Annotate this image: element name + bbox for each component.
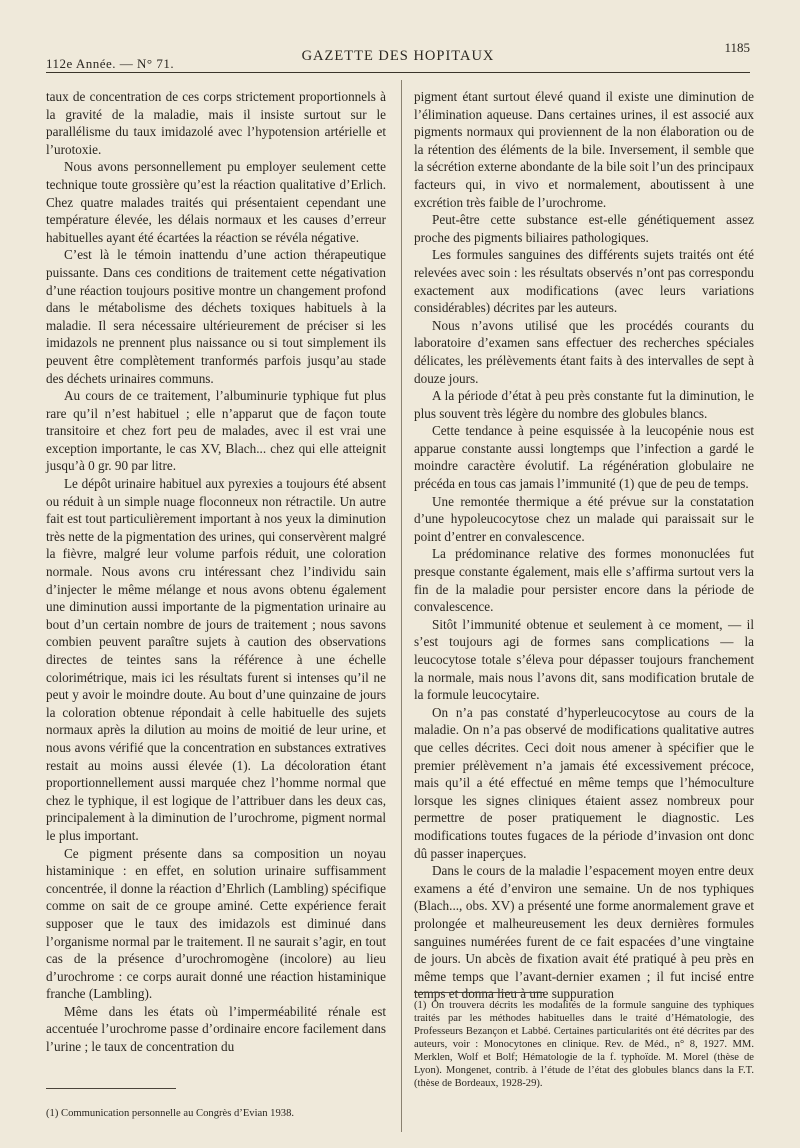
page-header <box>46 38 750 71</box>
paragraph: C’est là le témoin inattendu d’une action thérapeutique puissante. Dans ces conditions de traitement cette négativation d’une réaction toujours positive montre un changement profond dans le métabolisme des déchets toxiques habituels à la maladie. Il sera nécessaire ultérieurement de préciser si les imidazols ne prennent plus naissance ou si tout simplement ils peuvent être complètement tranformés parfois jusqu’au stade des déchets urinaires communs. <box>46 247 386 386</box>
paragraph: Nous n’avons utilisé que les procédés courants du laboratoire d’examen sans effectuer des recherches spéciales délicates, les prélèvements étant faits à des intervalles de sept à douze jours. <box>414 317 754 386</box>
paragraph: Au cours de ce traitement, l’albuminurie typhique fut plus rare qu’il n’est habituel ; elle n’apparut que de façon toute transitoire et chez fort peu de malades, avec il est vrai une exception importante, le cas XV, Blach... chez qui elle atteignit jusqu’à 0 gr. 90 par litre. <box>46 388 386 474</box>
paragraph: On n’a pas constaté d’hyperleucocytose au cours de la maladie. On n’a pas observé de modifications qualitative autres que celles décrites. Ceci doit nous amener à spécifier que le premier prélèvement n’a jamais été excessivement précoce, mais qu’il a été effectué en même temps que l’hémoculture lorsque les signes cliniques étaient assez nombreux pour permettre de poser pratiquement le diagnostic. Les modifications toutes fugaces de la période d’invasion ont donc dû passer inaperçues. <box>414 704 754 861</box>
paragraph: Peut-être cette substance est-elle génétiquement assez proche des pigments biliaires pathologiques. <box>414 212 754 245</box>
right-column <box>414 88 754 1003</box>
paragraph: Même dans les états où l’imperméabilité rénale est accentuée l’urochrome passe d’ordinaire encore facilement dans l’urine ; le taux de concentration du <box>46 1003 386 1055</box>
header-rule <box>46 72 750 73</box>
page-number: 1185 <box>724 40 750 55</box>
paragraph: Le dépôt urinaire habituel aux pyrexies a toujours été absent ou réduit à un simple nuage floconneux non rétractile. Un autre fait est tout particulièrement important à nos yeux la diminution très nette de la pigmentation des urines, qui conservèrent malgré la fièvre, malgré leur volume parfois réduit, une coloration normale. Nous avons cru intéressant chez l’individu sain d’injecter le même mélange et nous avons obtenu également une diminution aussi importante de la pigmentation urinaire au bout d’un certain nombre de jours de traitement ; nous savons combien peuvent paraître sujets à caution des observations directes de teintes sans la référence à une échelle colorimétrique, mais ici les résultats furent si intenses qu’il ne peut y avoir le moindre doute. Au bout d’une quinzaine de jours la coloration obtenue répondait à celle habituelle des sujets normaux après la dilution au moins de moitié de leur urine, et nous avons vérifié que la concentration en substances extratives restait au moins aussi élevée (1). La décoloration étant proportionnellement aussi marquée chez l’homme normal que chez le typhique, il est logique de l’attribuer dans les deux cas, principalement à la diminution de l’urochrome, pigment normal le plus important. <box>46 476 386 843</box>
paragraph: Nous avons personnellement pu employer seulement cette technique toute grossière qu’est la réaction qualitative d’Erlich. Chez quatre malades traités qui présentaient cependant une température élevée, les délais normaux et les causes d’erreur habituelles ayant été écartées la réaction se révéla négative. <box>46 159 386 245</box>
paragraph: Une remontée thermique a été prévue sur la constatation d’une hypoleucocytose chez un malade qui paraissait sur le point d’entrer en convalescence. <box>414 493 754 544</box>
paragraph: La prédominance relative des formes mononuclées fut presque constante également, mais elle s’affirma surtout vers la fin de la maladie pour persister encore dans la période de convalescence. <box>414 546 754 615</box>
paragraph: Sitôt l’immunité obtenue et seulement à ce moment, — il s’est toujours agi de formes sans complications — la leucocytose totale s’éleva pour dépasser toujours franchement la normale, mais nous l’avons dit, sans modification brutale de la formule leucocytaire. <box>414 616 754 703</box>
footnote-right <box>414 992 754 1090</box>
footnote-text: (1) Communication personnelle au Congrès d’Evian 1938. <box>46 1108 295 1119</box>
footnote-left <box>46 1088 386 1120</box>
paragraph: Les formules sanguines des différents sujets traités ont été relevées avec soin : les résultats observés n’ont pas correspondu exactement aux modifications (avec leurs variations considérables) décrites par les auteurs. <box>414 247 754 316</box>
paragraph: A la période d’état à peu près constante fut la diminution, le plus souvent très légère du nombre des globules blancs. <box>414 388 754 421</box>
paragraph: pigment étant surtout élevé quand il existe une diminution de l’élimination aqueuse. Dans certaines urines, il est associé aux pigments normaux qui proviennent de la non élaboration ou de la rétention des éléments de la bile. Inversement, il semble que la sécrétion externe abondante de la bile soit l’un des principaux facteurs qui, in vivo et normalement, aboutissent à une excrétion très faible de l’urochrome. <box>414 89 754 210</box>
footnote-rule <box>46 1088 176 1089</box>
paragraph: taux de concentration de ces corps strictement proportionnels à la gravité de la maladie, mais il insiste surtout sur le parallélisme du taux imidazolé avec l’hypotension artérielle et l’urotoxie. <box>46 89 386 157</box>
left-column <box>46 88 386 1056</box>
footnote-text: (1) On trouvera décrits les modalités de la formule sanguine des typhiques traités par les méthodes habituelles dans le traité d’Hématologie, des Professeurs Bezançon et Labbé. Certaines particularités ont été décrites par des auteurs, voir : Monocytones en clinique. Rev. de Méd., n° 8, 1927. MM. Merklen, Wolf et Bolf; Hématologie de la f. typhoïde. M. Morel (thèse de Lyon). Mongenet, contrib. à l’étude de l’état des globules blancs dans la F.T. (thèse de Bordeaux, 1928-29). <box>414 1000 754 1089</box>
issue-number: 112e Année. — N° 71. <box>46 56 175 71</box>
footnote-rule <box>414 992 544 993</box>
paragraph: Cette tendance à peine esquissée à la leucopénie nous est apparue constante aussi longtemps que l’infection a gardé le moindre caractère évolutif. La régénération globulaire ne précéda en tous cas jamais l’immunité (1) que de peu de temps. <box>414 423 754 492</box>
journal-title: GAZETTE DES HOPITAUX <box>301 48 495 64</box>
column-divider <box>401 80 402 1132</box>
paragraph: Dans le cours de la maladie l’espacement moyen entre deux examens a été d’environ une semaine. Un de nos typhiques (Blach..., obs. XV) a présenté une forme anormalement grave et prolongée et malheureusement les deux dernières formules sanguines numérées furent de ce fait espacées d’une vingtaine de jours. Un abcès de fixation avait été pratiqué à peu près en même temps que l’avant-dernier examen ; il fut incisé entre temps et donna lieu à une suppuration <box>414 863 754 1002</box>
paragraph: Ce pigment présente dans sa composition un noyau histaminique : en effet, en solution urinaire suffisamment concentrée, il donne la réaction d’Ehrlich (Lambling) spécifique comme on sait de ce groupe aminé. Cette expérience ferait supposer que le taux des imidazols est diminué dans l’organisme normal par le traitement. Il ne saurait s’agir, en tout cas de la présence d’urochromogène (incolore) au lieu d’urochrome : ce corps aurait donné une réaction histaminique franche (Lambling). <box>46 845 386 1002</box>
